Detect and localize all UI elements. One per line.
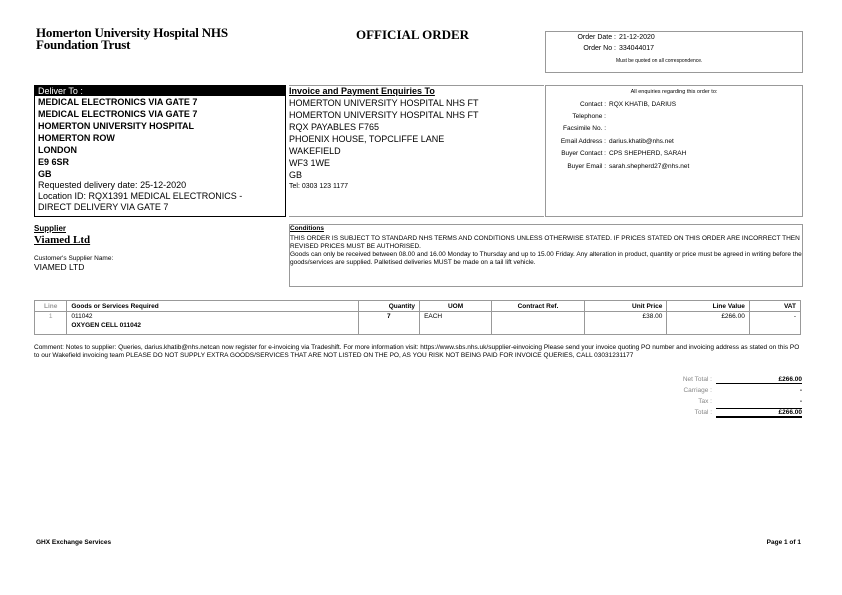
item-code: 011042 [71,313,93,320]
contact-label: Contact : [579,101,606,108]
order-no-value: 334044017 [619,45,655,52]
conditions-heading: Conditions [290,225,324,232]
order-date-label: Order Date : [577,34,616,41]
conditions-box [289,224,803,287]
location-id-line1: Location ID: RQX1391 MEDICAL ELECTRONICS - [38,191,243,201]
invoice-enquiries-box [289,85,544,217]
cell-quantity: 7 [358,312,420,335]
tax-label: Tax : [698,398,712,405]
cell-vat: - [749,312,800,335]
deliver-to-heading: Deliver To : [35,86,285,96]
deliver-line: HOMERTON UNIVERSITY HOSPITAL [38,121,195,131]
invoice-tel: Tel: 0303 123 1177 [289,183,349,190]
col-vat: VAT [749,301,800,312]
cell-goods [67,312,358,335]
hospital-name-line1: Homerton University Hospital NHS [36,25,228,40]
supplier-heading: Supplier [34,224,67,233]
contact-box [545,85,803,217]
customer-supplier-name: VIAMED LTD [34,262,85,272]
location-id-line2: DIRECT DELIVERY VIA GATE 7 [38,202,169,212]
carriage-label: Carriage : [683,387,712,394]
buyer-email-label: Buyer Email : [567,163,606,170]
requested-delivery-date: Requested delivery date: 25-12-2020 [38,180,187,190]
col-goods: Goods or Services Required [67,301,358,312]
page-title: OFFICIAL ORDER [356,27,470,42]
buyer-email-value[interactable]: sarah.shepherd27@nhs.net [609,163,690,170]
cell-line: 1 [35,312,67,335]
conditions-terms: THIS ORDER IS SUBJECT TO STANDARD NHS TERMS AND CONDITIONS UNLESS OTHERWISE STATED. IF PRICES STATED ON THIS ORDER ARE INCORRECT THEN REVISED PRICES MUST BE AUTHORISED. [290,235,800,250]
totals-box [640,374,802,418]
hospital-name [36,27,266,51]
col-contract: Contract Ref. [492,301,585,312]
page-number: Page 1 of 1 [766,539,801,546]
buyer-contact-label: Buyer Contact : [561,150,606,157]
invoice-line: WF3 1WE [289,158,331,168]
invoice-heading: Invoice and Payment Enquiries To [289,86,435,96]
facsimile-label: Facsimile No. : [563,125,606,132]
order-no-label: Order No : [583,45,616,52]
tax-value: - [799,398,802,405]
invoice-line: HOMERTON UNIVERSITY HOSPITAL NHS FT [289,98,479,108]
total-value: £266.00 [716,408,802,418]
quote-note: Must be quoted on all correspondence. [616,58,703,64]
carriage-value: - [799,387,802,394]
invoice-line: HOMERTON UNIVERSITY HOSPITAL NHS FT [289,110,479,120]
buyer-contact-value: CPS SHEPHERD, SARAH [609,150,687,157]
col-quantity: Quantity [358,301,420,312]
order-date-value: 21-12-2020 [619,34,655,41]
table-row [35,312,801,335]
net-total-value: £266.00 [716,376,802,384]
col-line-value: Line Value [667,301,749,312]
email-value[interactable]: darius.khatib@nhs.net [609,138,674,145]
deliver-line: E9 6SR [38,157,70,167]
invoice-line: PHOENIX HOUSE, TOPCLIFFE LANE [289,134,445,144]
deliver-line: MEDICAL ELECTRONICS VIA GATE 7 [38,109,198,119]
contact-value: RQX KHATIB, DARIUS [609,101,677,108]
col-uom: UOM [420,301,492,312]
footer-source: GHX Exchange Services [36,539,112,546]
col-line: Line [35,301,67,312]
order-items-table [34,300,801,335]
total-label: Total : [694,409,712,416]
supplier-section [34,224,284,272]
supplier-name: Viamed Ltd [34,234,91,246]
col-unit-price: Unit Price [584,301,666,312]
supplier-comment: Comment: Notes to supplier: Queries, darius.khatib@nhs.netcan now register for e-invoicing via Tradeshift. For more information visit: https://www.sbs.nhs.uk/supplier-einvoicing Please send your invoice quoting PO number and invoicing address as stated on this PO to our Wakefield invoicing team PLEASE DO NOT SUPPLY EXTRA GOODS/SERVICES THAT ARE NOT LISTED ON THE PO, AS YOU RISK NOT BEING PAID FOR INVOICE QUERIES, CALL 03031231177 [34,344,800,359]
email-label: Email Address : [560,138,606,145]
enquiries-note: All enquiries regarding this order to: [630,89,718,95]
cell-unit-price: £38.00 [584,312,666,335]
deliver-line: GB [38,169,52,179]
item-desc: OXYGEN CELL 011042 [71,322,141,329]
telephone-label: Telephone : [572,113,606,120]
hospital-name-line2: Foundation Trust [36,37,131,52]
invoice-line: GB [289,170,303,180]
cell-line-value: £266.00 [667,312,749,335]
order-info-box [545,31,803,73]
cell-uom: EACH [420,312,492,335]
deliver-line: MEDICAL ELECTRONICS VIA GATE 7 [38,97,198,107]
deliver-line: HOMERTON ROW [38,133,115,143]
net-total-label: Net Total : [682,376,712,383]
invoice-line: WAKEFIELD [289,146,341,156]
deliver-to-box [34,85,286,217]
cell-contract [492,312,585,335]
invoice-line: RQX PAYABLES F765 [289,122,380,132]
conditions-delivery: Goods can only be received between 08.00 and 16.00 Monday to Thursday and up to 15.00 Friday. Any alteration in product, quantity or price must be agreed in writing before the goods/services are supplied. Palletised deliveries MUST be made on a tail lift vehicle. [290,251,802,266]
customer-supplier-label: Customer's Supplier Name: [34,255,114,262]
deliver-line: LONDON [38,145,77,155]
